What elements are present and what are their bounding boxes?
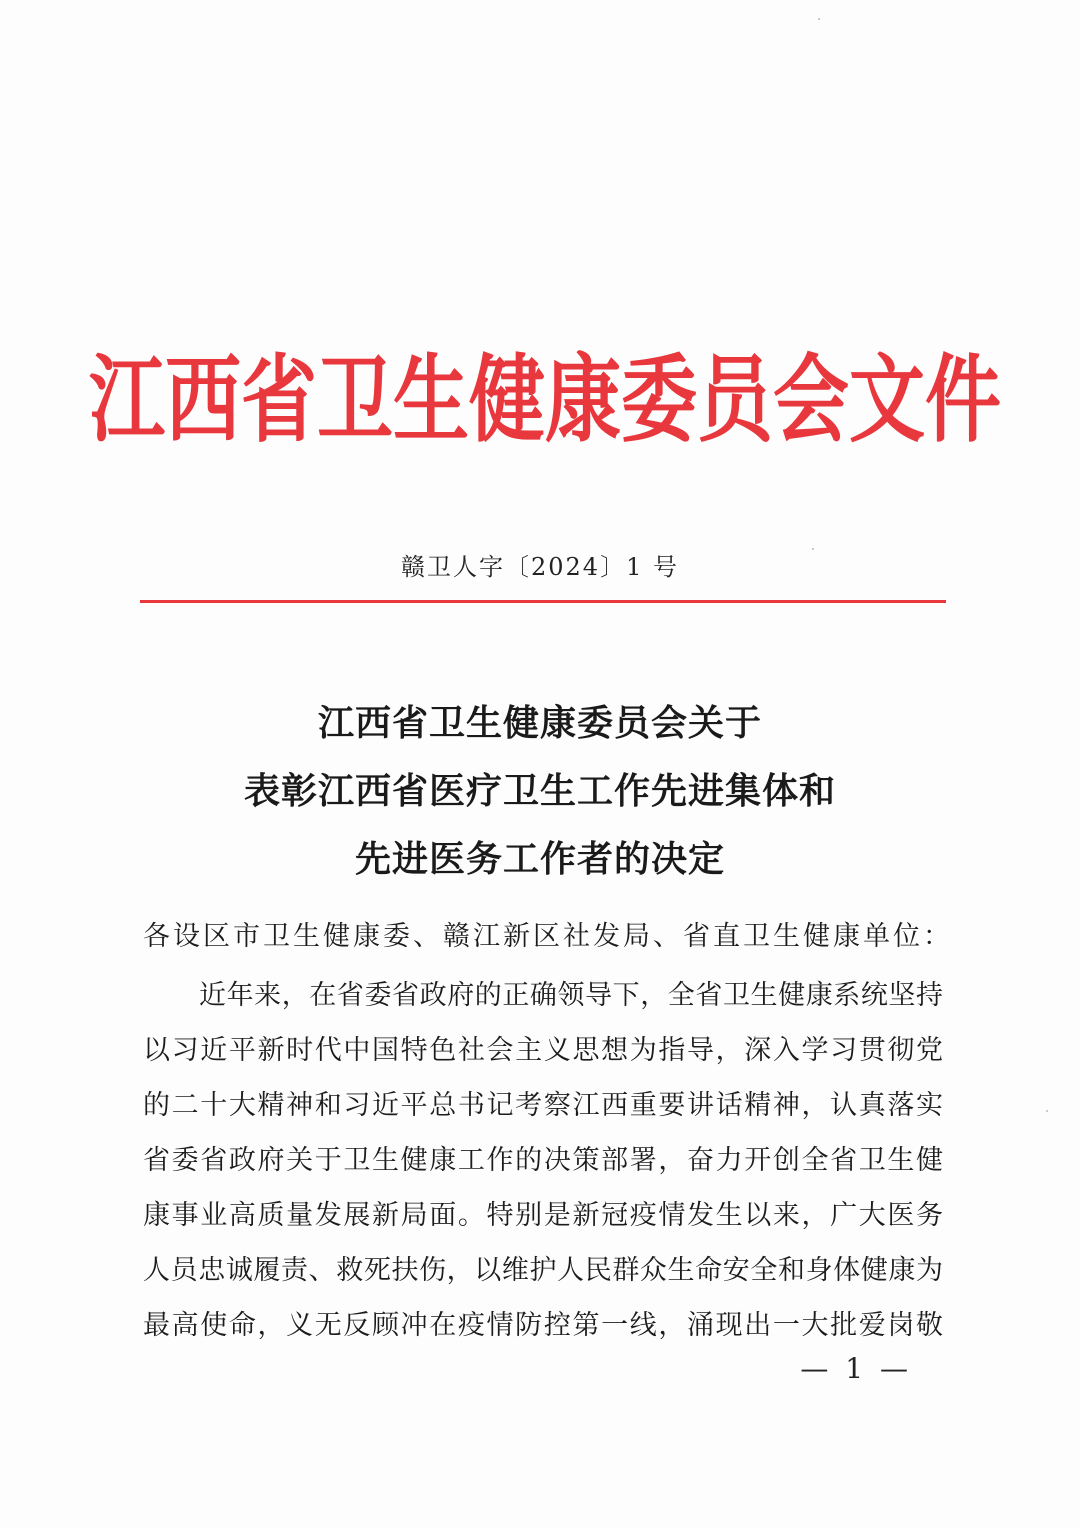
body-line: 的二十大精神和习近平总书记考察江西重要讲话精神，认真落实 xyxy=(143,1090,943,1121)
document-number: 赣卫人字〔2024〕1 号 xyxy=(401,553,679,581)
document-title xyxy=(0,690,1080,894)
title-line: 江西省卫生健康委员会关于 xyxy=(317,703,762,744)
body-line: 省委省政府关于卫生健康工作的决策部署，奋力开创全省卫生健 xyxy=(143,1145,943,1176)
addressee-line: 各设区市卫生健康委、赣江新区社发局、省直卫生健康单位： xyxy=(143,921,953,952)
body-line: 人员忠诚履责、救死扶伤，以维护人民群众生命安全和身体健康为 xyxy=(143,1255,943,1286)
scan-speck xyxy=(812,548,814,550)
title-line: 先进医务工作者的决定 xyxy=(354,839,725,880)
red-divider-line xyxy=(140,600,946,603)
scan-speck xyxy=(1046,1110,1048,1112)
body-line: 近年来，在省委省政府的正确领导下，全省卫生健康系统坚持 xyxy=(199,980,943,1011)
body-line: 康事业高质量发展新局面。特别是新冠疫情发生以来，广大医务 xyxy=(143,1200,943,1231)
body-line: 最高使命，义无反顾冲在疫情防控第一线，涌现出一大批爱岗敬 xyxy=(143,1310,943,1341)
body-paragraph xyxy=(143,968,943,1353)
page-number: — 1 — xyxy=(800,1352,912,1385)
masthead-title: 江西省卫生健康委员会文件 xyxy=(89,343,1001,455)
title-line: 表彰江西省医疗卫生工作先进集体和 xyxy=(243,771,836,812)
body-line: 以习近平新时代中国特色社会主义思想为指导，深入学习贯彻党 xyxy=(143,1035,943,1066)
scan-speck xyxy=(818,18,820,20)
